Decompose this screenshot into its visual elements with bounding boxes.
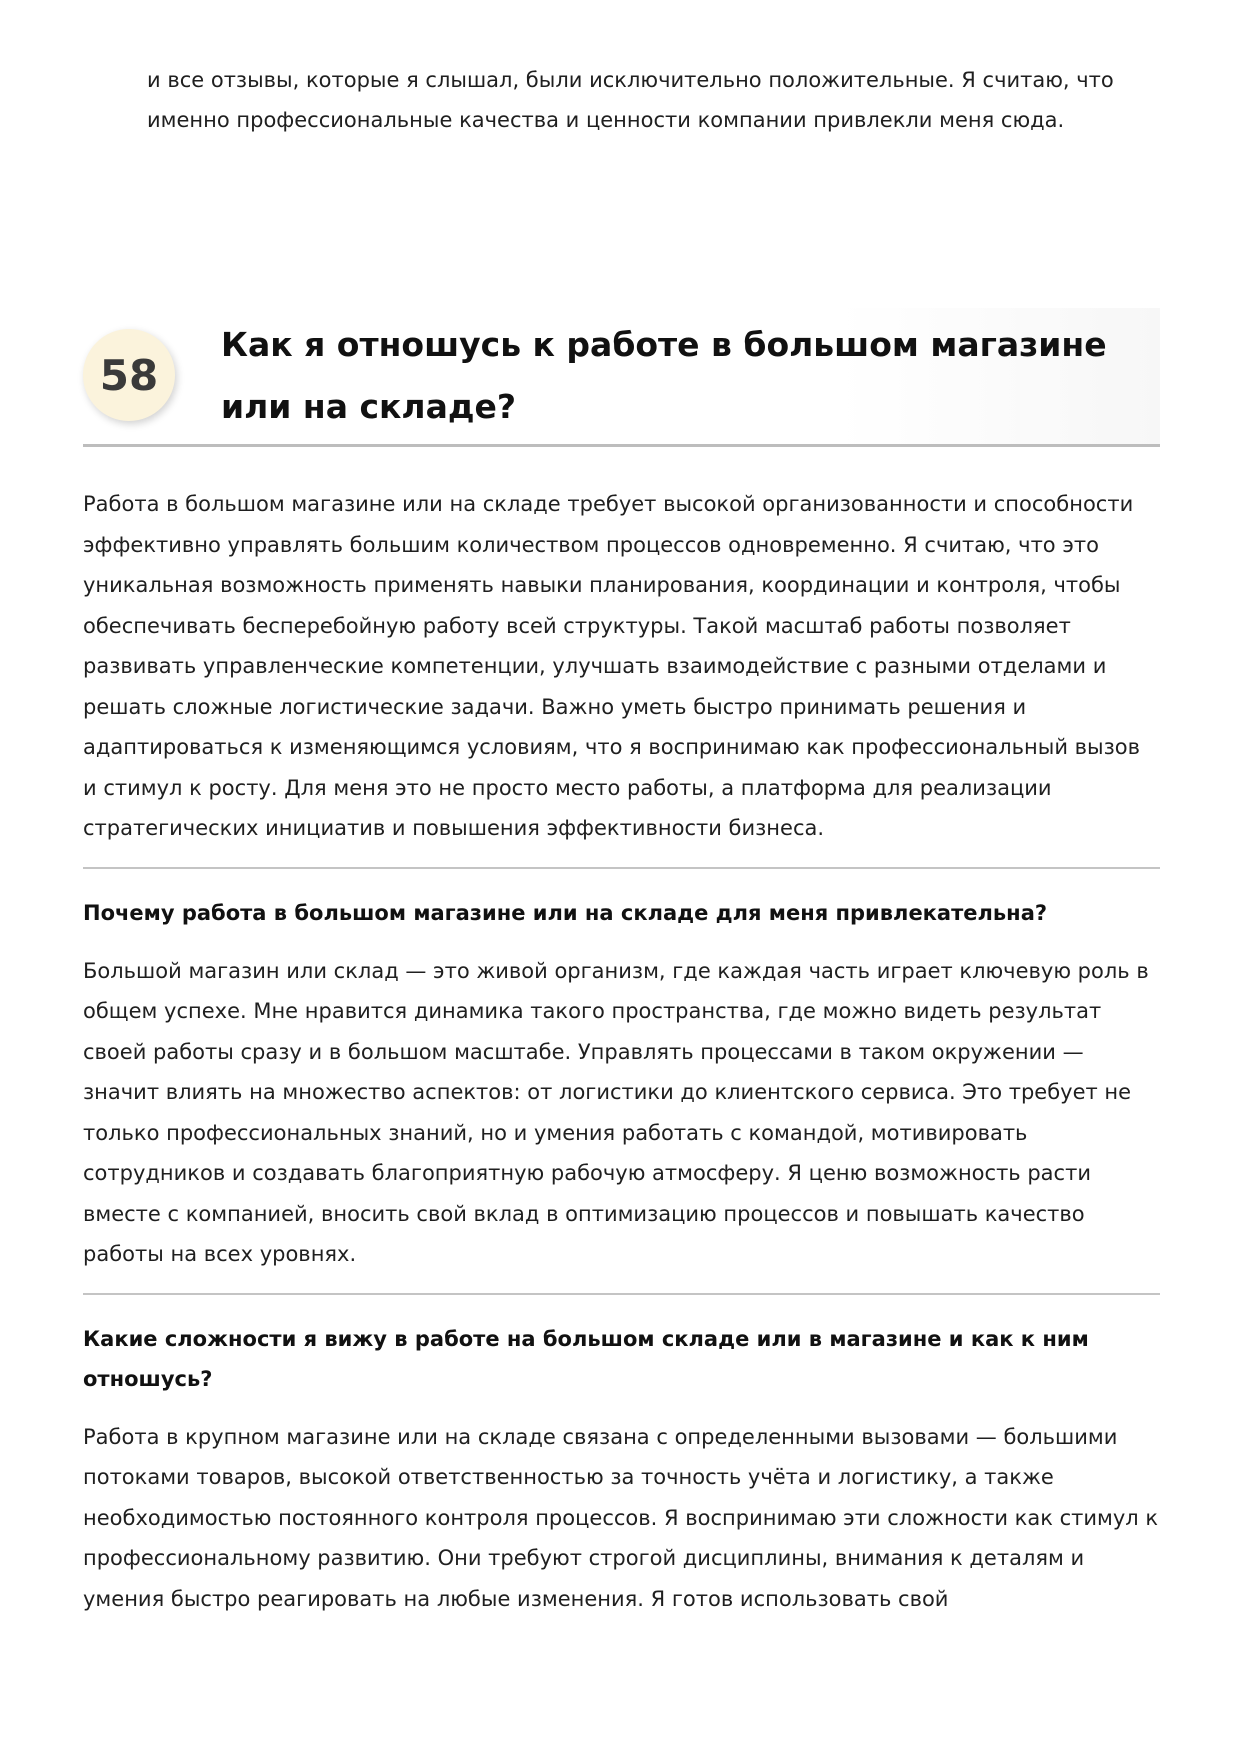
- followup-question-1: Почему работа в большом магазине или на складе для меня привлекательна?: [83, 900, 1048, 925]
- section-title: Как я отношусь к работе в большом магазине или на складе?: [221, 325, 1107, 426]
- section-answer: Работа в большом магазине или на складе требует высокой организованности и способности эффективно управлять большим количеством процессов одновременно. Я считаю, что это уникальная возможность применять навыки планирования, координации и контроля, чтобы обеспечивать бесперебойную работу всей структуры. Такой масштаб работы позволяет развивать управленческие компетенции, улучшать взаимодействие с разными отделами и решать сложные логистические задачи. Важно уметь быстро принимать решения и адаптироваться к изменяющимся условиям, что я воспринимаю как профессиональный вызов и стимул к росту. Для меня это не просто место работы, а платформа для реализации стратегических инициатив и повышения эффективности бизнеса.: [83, 492, 1141, 840]
- divider: [83, 867, 1160, 869]
- followup-question-2: Какие сложности я вижу в работе на большом складе или в магазине и как к ним отношусь?: [83, 1326, 1089, 1391]
- divider: [83, 1293, 1160, 1295]
- section-content: [83, 484, 1160, 1619]
- question-number-badge: 58: [83, 329, 175, 421]
- intro-paragraph: и все отзывы, которые я слышал, были исключительно положительные. Я считаю, что именно профессиональные качества и ценности компании привлекли меня сюда.: [147, 68, 1114, 132]
- followup-answer-2: Работа в крупном магазине или на складе связана с определенными вызовами — большими потоками товаров, высокой ответственностью за точность учёта и логистику, а также необходимостью постоянного контроля процессов. Я воспринимаю эти сложности как стимул к профессиональному развитию. Они требуют строгой дисциплины, внимания к деталям и умения быстро реагировать на любые изменения. Я готов использовать свой: [83, 1424, 1159, 1611]
- section-header: [83, 308, 1160, 447]
- followup-answer-1: Большой магазин или склад — это живой организм, где каждая часть играет ключевую роль в общем успехе. Мне нравится динамика такого пространства, где можно видеть результат своей работы сразу и в большом масштабе. Управлять процессами в таком окружении — значит влиять на множество аспектов: от логистики до клиентского сервиса. Это требует не только профессиональных знаний, но и умения работать с командой, мотивировать сотрудников и создавать благоприятную рабочую атмосферу. Я ценю возможность расти вместе с компанией, вносить свой вклад в оптимизацию процессов и повышать качество работы на всех уровнях.: [83, 958, 1149, 1266]
